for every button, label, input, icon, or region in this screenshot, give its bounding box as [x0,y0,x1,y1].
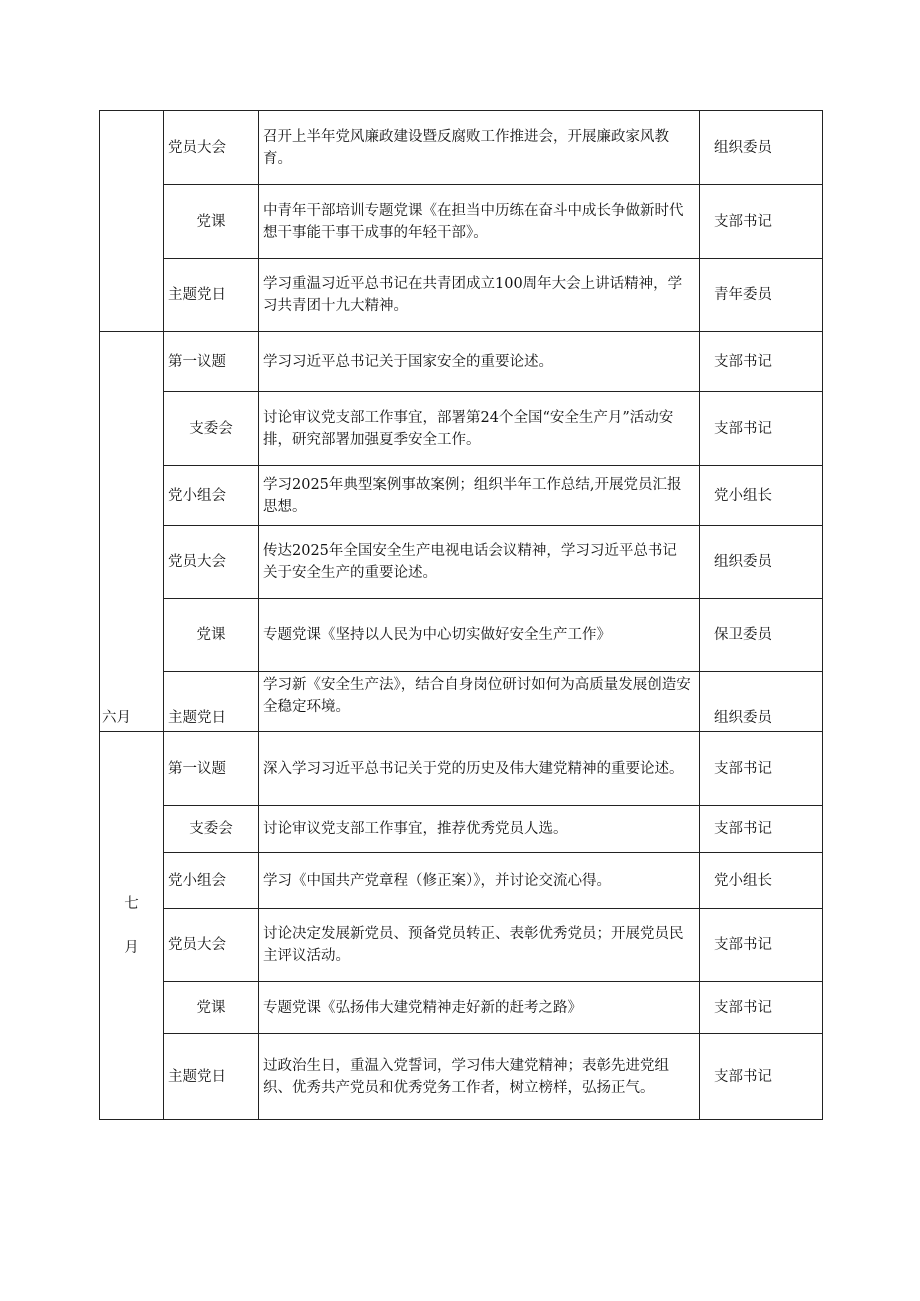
responsible-cell: 组织委员 [700,672,823,732]
table-row [100,672,823,732]
activity-content-cell: 讨论审议党支部工作事宜，部署第24个全国“安全生产月”活动安排，研究部署加强夏季安全工作。 [259,392,700,466]
activity-type-cell: 支委会 [164,392,259,466]
responsible-cell: 支部书记 [700,806,823,853]
month-cell-july [100,732,164,1120]
responsible-cell: 支部书记 [700,185,823,259]
table-row [100,392,823,466]
activity-type-cell: 第一议题 [164,332,259,392]
table-row [100,466,823,526]
party-activity-schedule-table [99,110,823,1120]
responsible-cell: 支部书记 [700,392,823,466]
responsible-cell: 组织委员 [700,111,823,185]
responsible-cell: 支部书记 [700,982,823,1034]
month-cell-previous [100,111,164,332]
responsible-cell: 保卫委员 [700,599,823,672]
month-char-2: 月 [124,939,139,956]
activity-type-cell: 主题党日 [164,672,259,732]
activity-content-cell: 讨论决定发展新党员、预备党员转正、表彰优秀党员；开展党员民主评议活动。 [259,909,700,982]
activity-content-cell: 学习习近平总书记关于国家安全的重要论述。 [259,332,700,392]
activity-content-cell: 中青年干部培训专题党课《在担当中历练在奋斗中成长争做新时代想干事能干事干成事的年轻干部》。 [259,185,700,259]
activity-type-cell: 党课 [164,185,259,259]
month-char-spacer [100,915,163,937]
activity-content-cell: 学习新《安全生产法》，结合自身岗位研讨如何为高质量发展创造安全稳定环境。 [259,672,700,732]
responsible-cell: 青年委员 [700,259,823,332]
table-row [100,732,823,806]
table-row [100,599,823,672]
responsible-cell: 支部书记 [700,332,823,392]
activity-type-cell: 党员大会 [164,111,259,185]
activity-content-cell: 召开上半年党风廉政建设暨反腐败工作推进会，开展廉政家风教育。 [259,111,700,185]
table-row [100,526,823,599]
responsible-cell: 支部书记 [700,1034,823,1120]
activity-type-cell: 党课 [164,982,259,1034]
table-row [100,909,823,982]
table-row [100,185,823,259]
activity-type-cell: 党员大会 [164,526,259,599]
activity-content-cell: 学习2025年典型案例事故案例；组织半年工作总结,开展党员汇报思想。 [259,466,700,526]
activity-content-cell: 过政治生日，重温入党誓词，学习伟大建党精神；表彰先进党组织、优秀共产党员和优秀党务工作者，树立榜样，弘扬正气。 [259,1034,700,1120]
activity-type-cell: 第一议题 [164,732,259,806]
table-row [100,332,823,392]
activity-content-cell: 学习重温习近平总书记在共青团成立100周年大会上讲话精神，学习共青团十九大精神。 [259,259,700,332]
activity-content-cell: 传达2025年全国安全生产电视电话会议精神，学习习近平总书记关于安全生产的重要论述。 [259,526,700,599]
activity-content-cell: 专题党课《坚持以人民为中心切实做好安全生产工作》 [259,599,700,672]
activity-content-cell: 学习《中国共产党章程（修正案）》，并讨论交流心得。 [259,853,700,909]
month-char-1: 七 [124,895,139,912]
activity-content-cell: 讨论审议党支部工作事宜，推荐优秀党员人选。 [259,806,700,853]
table-row [100,1034,823,1120]
responsible-cell: 支部书记 [700,909,823,982]
table-row [100,806,823,853]
responsible-cell: 支部书记 [700,732,823,806]
activity-type-cell: 主题党日 [164,1034,259,1120]
month-cell-june: 六月 [100,332,164,732]
activity-type-cell: 支委会 [164,806,259,853]
activity-type-cell: 党小组会 [164,853,259,909]
table-row [100,259,823,332]
table-row [100,111,823,185]
table-row [100,982,823,1034]
responsible-cell: 党小组长 [700,853,823,909]
activity-type-cell: 党员大会 [164,909,259,982]
responsible-cell: 组织委员 [700,526,823,599]
activity-type-cell: 党课 [164,599,259,672]
table-row [100,853,823,909]
activity-type-cell: 党小组会 [164,466,259,526]
activity-content-cell: 专题党课《弘扬伟大建党精神走好新的赶考之路》 [259,982,700,1034]
activity-type-cell: 主题党日 [164,259,259,332]
activity-content-cell: 深入学习习近平总书记关于党的历史及伟大建党精神的重要论述。 [259,732,700,806]
responsible-cell: 党小组长 [700,466,823,526]
